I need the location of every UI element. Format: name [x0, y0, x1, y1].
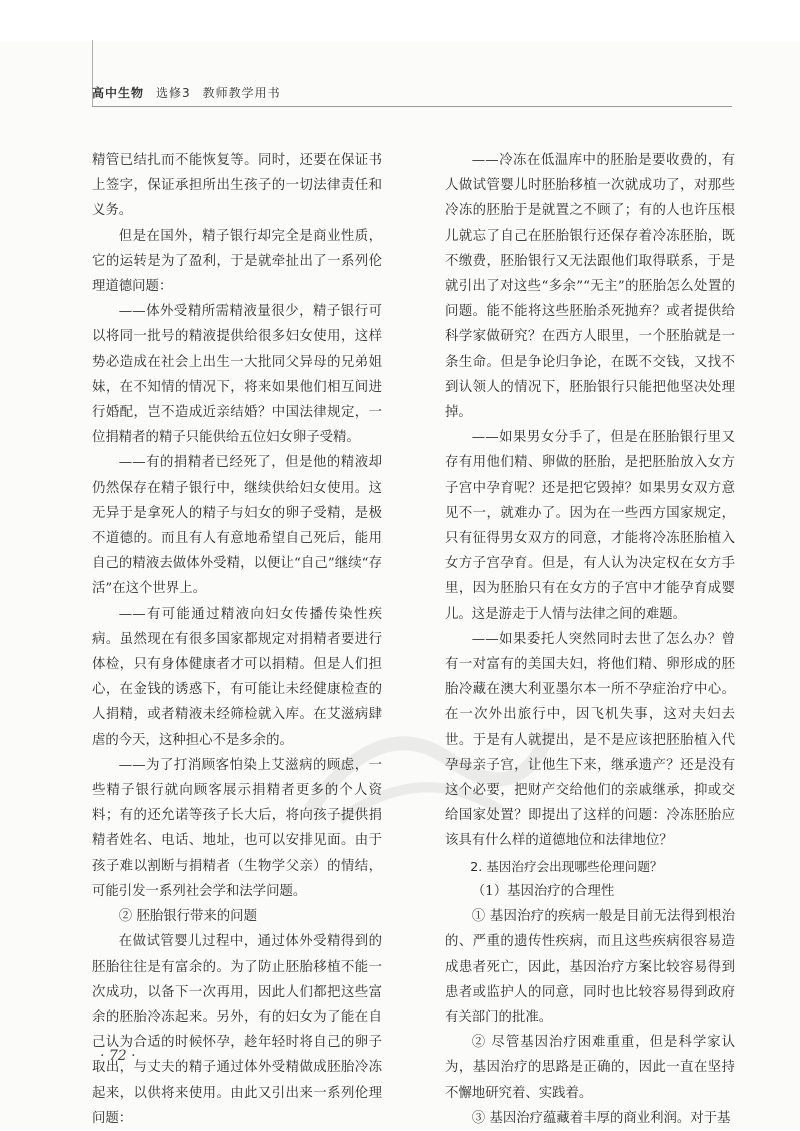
paragraph: 但是在国外，精子银行却完全是商业性质，它的运转是为了盈利，于是就牵扯出了一系列伦理道德问题：	[92, 228, 382, 295]
paragraph: （1）基因治疗的合理性	[471, 883, 615, 899]
paragraph: ② 尽管基因治疗困难重重，但是科学家认为，基因治疗的思路是正确的，因此一直在坚持不懈地研究着、实践着。	[445, 1035, 735, 1101]
book-subtitle: 教师教学用书	[202, 86, 281, 100]
paragraph: ——冷冻在低温库中的胚胎是要收费的，有人做试管婴儿时胚胎移植一次就成功了，对那些冷冻的胚胎于是就置之不顾了；有的人也许压根儿就忘了自己在胚胎银行还保存着冷冻胚胎，既不缴费，胚胎银行又无法跟他们取得联系，于是就引出了对这些“多余”“无主”的胚胎怎么处置的问题。能不能将这些胚胎杀死抛弃？或者提供给科学家做研究？在西方人眼里，一个胚胎就是一条生命。但是争论归争论，在既不交钱，又找不到认领人的情况下，胚胎银行只能把他坚决处理掉。	[445, 153, 735, 421]
section-heading: 2. 基因治疗会出现哪些伦理问题？	[470, 858, 663, 874]
paragraph: 在做试管婴儿过程中，通过体外受精得到的胚胎往往是有富余的。为了防止胚胎移植不能一次成功，以备下一次再用，因此人们都把这些富余的胚胎冷冻起来。另外，有的妇女为了能在自己认为合适的时候怀孕，趁年轻时将自己的卵子取出，与丈夫的精子通过体外受精做成胚胎冷冻起来，以供将来使用。由此又引出来一系列伦理问题：	[92, 934, 382, 1126]
paragraph: ① 基因治疗的疾病一般是目前无法得到根治的、严重的遗传性疾病，而且这些疾病很容易造成患者死亡，因此，基因治疗方案比较容易得到患者或监护人的同意，同时也比较容易得到政府有关部门的批准。	[445, 909, 735, 1025]
paragraph: 精管已结扎而不能恢复等。同时，还要在保证书上签字，保证承担所出生孩子的一切法律责任和义务。	[92, 153, 382, 219]
running-header	[92, 84, 732, 104]
right-column	[445, 148, 735, 1131]
paragraph: ——如果委托人突然同时去世了怎么办？曾有一对富有的美国夫妇，将他们精、卵形成的胚胎冷藏在澳大利亚墨尔本一所不孕症治疗中心。在一次外出旅行中，因飞机失事，这对夫妇去世。于是有人就提出，是不是应该把胚胎植入代孕母亲子宫，让他生下来，继承遗产？还是没有这个必要，把财产交给他们的亲戚继承，抑或交给国家处置？即提出了这样的问题：冷冻胚胎应该具有什么样的道德地位和法律地位？	[445, 631, 735, 849]
paragraph: ② 胚胎银行带来的问题	[118, 909, 257, 925]
paragraph: ——有可能通过精液向妇女传播传染性疾病。虽然现在有很多国家都规定对捐精者要进行体检，只有身体健康者才可以捐精。但是人们担心，在金钱的诱惑下，有可能让未经健康检查的人捐精，或者精液未经筛检就入库。在艾滋病肆虐的今天，这种担心不是多余的。	[92, 606, 382, 748]
page-number: · 72 ·	[100, 1048, 136, 1064]
paragraph: ——如果男女分手了，但是在胚胎银行里又存有用他们精、卵做的胚胎，是把胚胎放入女方子宫中孕育呢？还是把它毁掉？如果男女双方意见不一，就难办了。因为在一些西方国家规定，只有征得男女双方的同意，才能将冷冻胚胎植入女方子宫孕育。但是，有人认为决定权在女方手里，因为胚胎只有在女方的子宫中才能孕育成婴儿。这是游走于人情与法律之间的难题。	[445, 430, 735, 622]
paragraph: ——为了打消顾客怕染上艾滋病的顾虑，一些精子银行就向顾客展示捐精者更多的个人资料；有的还允诺等孩子长大后，将向孩子提供捐精者姓名、电话、地址，也可以安排见面。由于孩子难以割断与捐精者（生物学父亲）的情结，可能引发一系列社会学和法学问题。	[92, 757, 382, 899]
scan-top-margin	[0, 0, 800, 42]
paragraph: ——体外受精所需精液量很少，精子银行可以将同一批号的精液提供给很多妇女使用，这样势必造成在社会上出生一大批同父异母的兄弟姐妹，在不知情的情况下，将来如果他们相互间进行婚配，岂不造成近亲结婚？中国法律规定，一位捐精者的精子只能供给五位妇女卵子受精。	[92, 304, 382, 446]
paragraph: ——有的捐精者已经死了，但是他的精液却仍然保存在精子银行中，继续供给妇女使用。这无异于是拿死人的精子与妇女的卵子受精，是极不道德的。而且有人有意地希望自己死后，能用自己的精液去做体外受精，以便让“自己”继续“存活”在这个世界上。	[92, 455, 382, 597]
book-title: 高中生物	[92, 86, 145, 100]
left-column	[92, 148, 382, 1131]
volume-label: 选修3	[156, 86, 191, 100]
header-rule	[92, 106, 732, 107]
paragraph: ③ 基因治疗蕴藏着丰厚的商业利润。对于基	[471, 1110, 731, 1126]
